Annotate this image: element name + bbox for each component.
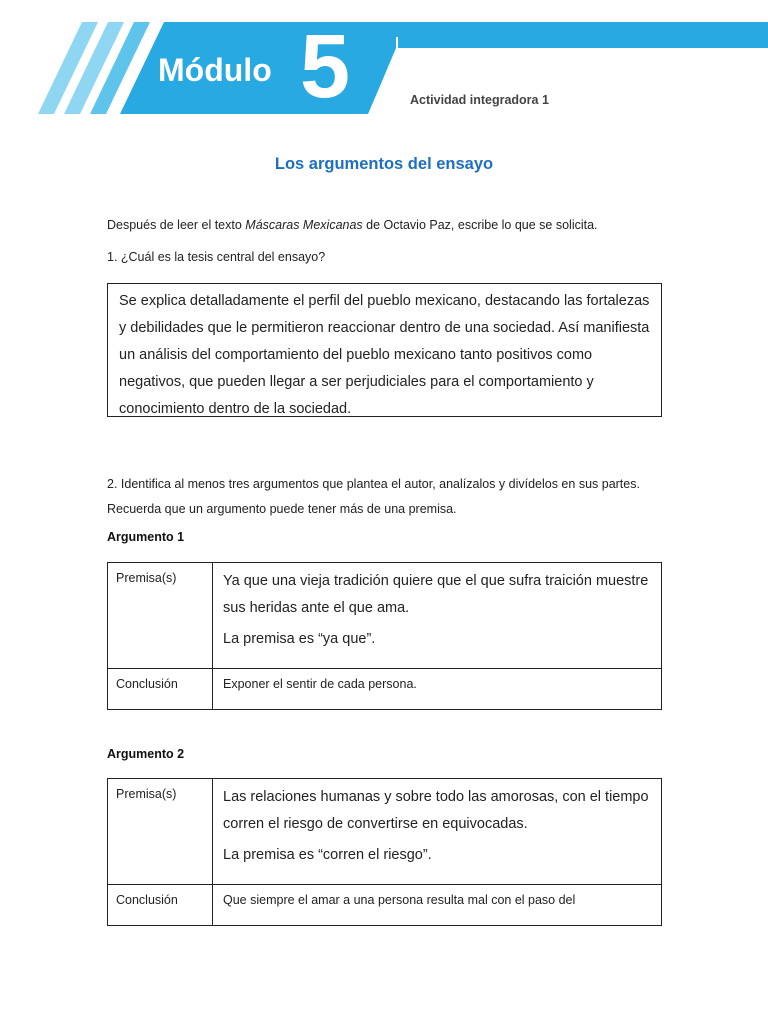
conclusion-text: Que siempre el amar a una persona resulta mal con el paso del — [213, 885, 662, 926]
banner-stripes-graphic — [0, 0, 768, 120]
conclusion-label: Conclusión — [108, 669, 213, 710]
premise-note: La premisa es “ya que”. — [223, 631, 376, 647]
argument-2-heading: Argumento 2 — [107, 747, 185, 761]
document-title: Los argumentos del ensayo — [274, 155, 494, 173]
premise-text: Ya que una vieja tradición quiere que el que sufra traición muestre sus heridas ante el que ama. — [223, 573, 649, 616]
intro-text-after: de Octavio Paz, escribe lo que se solicita. — [362, 218, 598, 232]
module-label: Módulo — [158, 52, 272, 88]
conclusion-row — [108, 669, 662, 710]
premise-row — [108, 779, 662, 885]
premise-note: La premisa es “corren el riesgo”. — [223, 847, 432, 863]
activity-label: Actividad integradora 1 — [410, 93, 549, 107]
header-separator — [396, 37, 398, 70]
module-number: 5 — [300, 17, 351, 117]
intro-text-before: Después de leer el texto — [107, 218, 246, 232]
question-1: 1. ¿Cuál es la tesis central del ensayo? — [107, 250, 326, 264]
premise-row — [108, 563, 662, 669]
argument-1-table — [107, 562, 662, 710]
argument-1-heading: Argumento 1 — [107, 530, 185, 544]
argument-2-table — [107, 778, 662, 926]
book-title: Máscaras Mexicanas — [245, 218, 363, 232]
premise-label: Premisa(s) — [108, 779, 213, 885]
conclusion-row — [108, 885, 662, 926]
premise-text: Las relaciones humanas y sobre todo las amorosas, con el tiempo corren el riesgo de convertirse en equivocadas. — [223, 789, 649, 832]
premise-label: Premisa(s) — [108, 563, 213, 669]
conclusion-text: Exponer el sentir de cada persona. — [213, 669, 662, 710]
answer-1-box: Se explica detalladamente el perfil del pueblo mexicano, destacando las fortalezas y debilidades que le permitieron reaccionar dentro de una sociedad. Así manifiesta un análisis del comportamiento del pueblo mexicano tanto positivos como negativos, que pueden llegar a ser perjudiciales para el comportamiento y conocimiento dentro de la sociedad. — [107, 283, 662, 417]
module-banner — [0, 0, 768, 120]
premise-cell — [213, 779, 662, 885]
conclusion-label: Conclusión — [108, 885, 213, 926]
question-2: 2. Identifica al menos tres argumentos que plantea el autor, analízalos y divídelos en sus partes. Recuerda que un argumento puede tener más de una premisa. — [107, 477, 640, 516]
intro-paragraph — [107, 218, 598, 232]
premise-cell — [213, 563, 662, 669]
week-label: Semana 1 — [410, 47, 467, 61]
unit-label: Unidad I. Argumentos y textos argumentativos — [410, 63, 666, 77]
